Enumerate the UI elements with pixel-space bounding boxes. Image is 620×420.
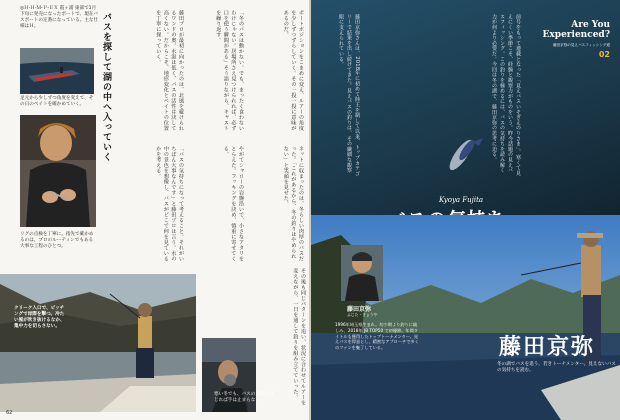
body-col-6: ネットに収まったのは、冬らしい肉厚のバスだった。「これがあるから、冬の釣りはやめられない」と笑顔を見せた。 (282, 146, 304, 262)
caption-bottom-right: 寒い冬でも、バスの気配を感じれば手は止まらない。 (214, 392, 274, 403)
caption-mid: 足元から少しずつ角度を変えて、その日のベイトを確かめていく。 (20, 96, 94, 107)
body-col-3: ボートポジションをこまめに変え、ルアーの角度を少しずつずらしていく。その一投一投に意味があるのだ。 (282, 10, 304, 131)
series-block (530, 20, 610, 59)
left-page (0, 0, 309, 420)
body-col-4: 「バスの気持ちになって考えること。それがいちばん大事なんです」と藤田プロは言う。水の中の景色を想像し、バスがどこで何を見ているかを考える。 (155, 146, 184, 262)
portrait-sub: ふじた・きょうや (347, 312, 378, 317)
big-name: 藤田京弥 (499, 335, 596, 360)
right-page (311, 0, 620, 420)
body-col-5: やがてシャローの岩盤沿いで、小さなアタリをとらえた。フッキングを決め、慎重に寄せてくる。 (222, 146, 244, 262)
profile-text: 1996年埼玉県生まれ。幼少期より釣りに親しみ、2018年 JB TOP50 で初優勝。年間タイトルも獲得したトップトーナメンター。見えバスを得意とし、精密なアプローチで多くのファンを魅了している。 (335, 322, 419, 351)
angler-boat-photo (0, 274, 196, 412)
portrait-label: 藤田京弥 (347, 306, 372, 313)
intro-text: 前号をもって連載となった「見えバスいそぎえのりさま」。寒くて見えにくい季節こそ、経験と観察力がものをいう。昨今話題の見えバスフィッシング。この釣りを極めるには、バスの気持ちを読み解く力が何より必要だ。今回は冬の湖で、藤田京弥の思考に迫る。 (491, 14, 521, 176)
body-col-1: 藤田プロが最初に向かったのは、北風を避けられるワンドの奥。水温は低く、バスの活性は決して高くない。だからこそ、地形変化とベイトの位置を丁寧に探っていく。 (155, 10, 184, 131)
caption-boat: ◎Ｈ‐Ｈ‐Ｍ‐Ｐ‐ＥＸ 霞ヶ浦 東部で1月下旬に発売になったボートで、現在バスボートの定番になっている。主な仕様はＨ。 (20, 6, 99, 29)
lure-photo (20, 115, 96, 227)
intro-text-2: 藤田京弥さんは、2018年に初めて陸王を制して以来、トップカテゴリーで結果を出し続けてきた。見えバスの釣りは、その繊細な観察眼に支えられている。 (338, 14, 360, 177)
series-number: 02 (598, 50, 610, 59)
caption-lower: リグの点検を丁寧に。指先で確かめるのは、プロのルーティンでもある大事な工程のひとつ。 (20, 232, 94, 249)
page-number-left: 62 (6, 410, 13, 416)
body-col-7: その後も同じパターンを追い、状況に合わせてルアーを変えながら、一日を通して釣りを組み立てていった。 (292, 268, 306, 406)
section-heading: バスを探して湖の中へ入っていく (101, 12, 111, 162)
portrait-photo (341, 245, 383, 301)
series-subtitle: 藤田京弥の見えバスフィッシング道 (552, 43, 610, 47)
body-col-2: 「冬のバスは動かない。でも、まったく食わないわけじゃない。居場所さえ見つけられれば、必ず口を使う瞬間がある」そう語りながら、キャストを繰り返す。 (215, 10, 244, 131)
series-title: Are You Experienced? (542, 20, 610, 40)
name-english: Kyoya Fujita (439, 196, 484, 204)
caption-bottom-left: クリーク入口で、ピッチングで岸際を撃つ。冷たい風が吹き抜けるなか、集中力を切らさない。 (14, 306, 65, 329)
boat-photo (20, 48, 94, 94)
big-name-sub: 冬の湖でバスを追う、若きトーナメンター。見えないバスの気持ちを読む。 (497, 362, 616, 373)
